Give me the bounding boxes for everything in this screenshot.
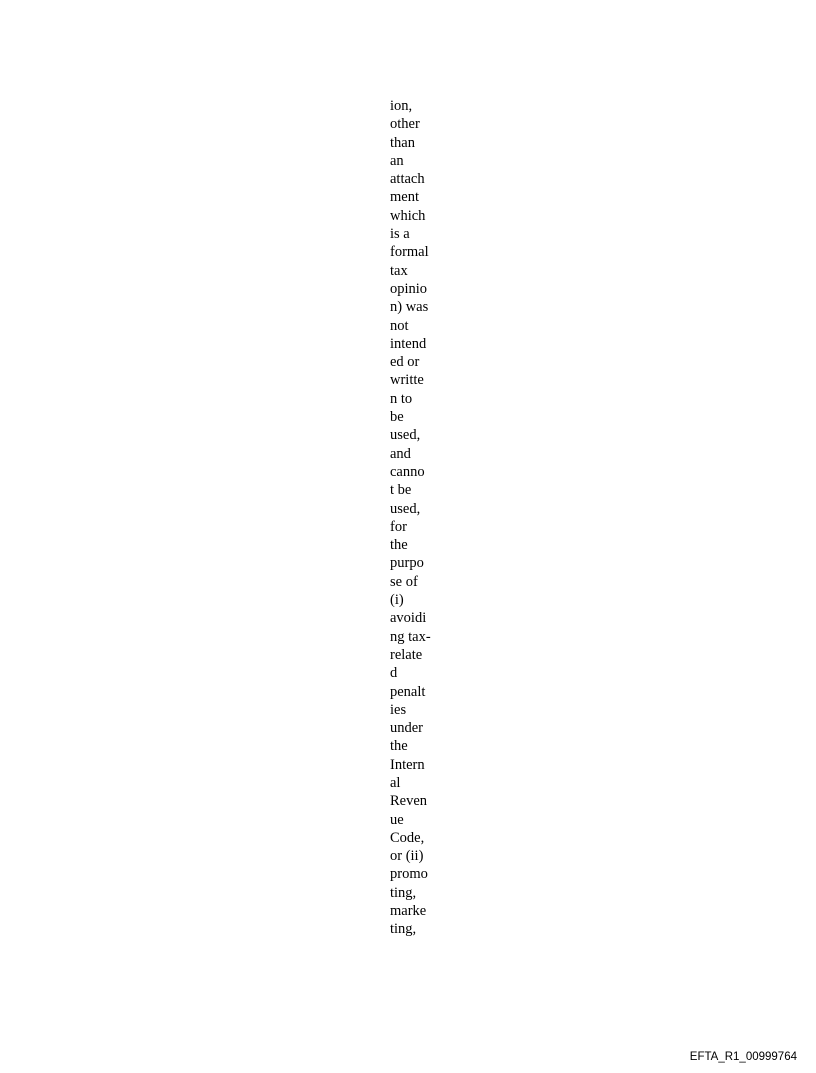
text-line: attach xyxy=(390,171,425,188)
text-line: se of xyxy=(390,573,418,590)
text-line: an xyxy=(390,152,404,169)
text-line: ment xyxy=(390,189,419,206)
text-line: not xyxy=(390,317,409,334)
text-line: ed or xyxy=(390,354,420,371)
text-line: ies xyxy=(390,701,407,718)
text-line: promo xyxy=(390,866,428,883)
text-line: al xyxy=(390,774,401,791)
text-line: the xyxy=(390,738,408,755)
text-line: relate xyxy=(390,646,423,663)
text-line: ion, xyxy=(390,98,413,114)
text-line: n) was xyxy=(390,299,429,316)
text-line: penalt xyxy=(390,683,426,700)
text-line: Intern xyxy=(390,756,425,773)
text-line: marke xyxy=(390,903,427,920)
text-line: be xyxy=(390,409,404,426)
text-line: ting, xyxy=(390,884,417,901)
text-line: used, xyxy=(390,500,421,517)
text-line: ue xyxy=(390,811,404,828)
text-line: ng tax- xyxy=(390,628,431,645)
text-line: under xyxy=(390,720,424,737)
text-line: (i) xyxy=(390,592,404,609)
text-line: Reven xyxy=(390,793,428,810)
text-line: Code, xyxy=(390,829,425,846)
text-line: writte xyxy=(390,372,424,389)
disclaimer-text-column xyxy=(390,97,431,939)
document-id-footer: EFTA_R1_00999764 xyxy=(689,1051,797,1063)
text-line: for xyxy=(390,518,407,535)
text-line: canno xyxy=(390,463,425,480)
text-line: is a xyxy=(390,226,410,243)
text-line: the xyxy=(390,537,408,554)
text-line: and xyxy=(390,445,411,462)
text-line: which xyxy=(390,207,426,224)
text-line: other xyxy=(390,116,420,133)
text-line: t be xyxy=(390,482,412,499)
text-line: avoidi xyxy=(390,610,427,627)
text-line: ting, xyxy=(390,921,417,938)
text-line: tax xyxy=(390,262,408,279)
text-line: intend xyxy=(390,335,427,352)
text-line: used, xyxy=(390,427,421,444)
text-line: d xyxy=(390,665,398,682)
text-line: n to xyxy=(390,390,413,407)
text-line: opinio xyxy=(390,280,428,297)
text-line: than xyxy=(390,134,415,151)
text-line: purpo xyxy=(390,555,424,572)
text-line: or (ii) xyxy=(390,848,424,865)
text-line: formal xyxy=(390,244,429,261)
